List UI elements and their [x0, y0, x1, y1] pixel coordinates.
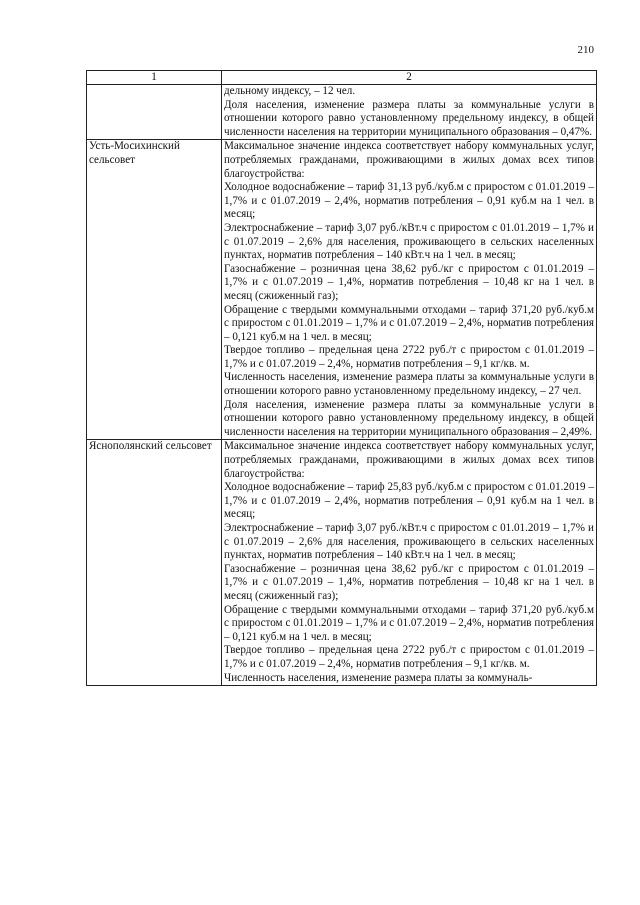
paragraph: Численность населения, изменение размера платы за коммуналь- — [224, 671, 533, 684]
paragraph: Газоснабжение – розничная цена 38,62 руб./кг с приростом с 01.01.2019 – 1,7% и с 01.07.2019 – 1,4%, норматив потребления – 10,48 кг на 1 чел. в месяц (сжиженный газ); — [224, 562, 594, 602]
municipality-name-cell: Яснополянский сельсовет — [87, 440, 222, 686]
paragraph: Обращение с твердыми коммунальными отходами – тариф 371,20 руб./куб.м с приростом с 01.01.2019 – 1,7% и с 01.07.2019 – 2,4%, норматив потребления – 0,121 куб.м на 1 чел. в месяц; — [224, 303, 594, 343]
paragraph: Доля населения, изменение размера платы за коммунальные услуги в отношении которого равно установленному предельному индексу, в общей численности населения на территории муниципального образования – 2,49%. — [224, 398, 594, 438]
paragraph: Холодное водоснабжение – тариф 25,83 руб./куб.м с приростом с 01.01.2019 – 1,7% и с 01.07.2019 – 2,4%, норматив потребления – 0,91 куб.м на 1 чел. в месяц; — [224, 481, 594, 521]
paragraph: Электроснабжение – тариф 3,07 руб./кВт.ч с приростом с 01.01.2019 – 1,7% и с 01.07.2019 – 2,6% для населения, проживающего в сельских населенных пунктах, норматив потребления – 140 кВт.ч на 1 чел. в месяц; — [224, 221, 594, 262]
description-cell — [222, 85, 597, 140]
page-number: 210 — [577, 44, 594, 56]
paragraph: Обращение с твердыми коммунальными отходами – тариф 371,20 руб./куб.м с приростом с 01.01.2019 – 1,7% и с 01.07.2019 – 2,4%, норматив потребления – 0,121 куб.м на 1 чел. в месяц; — [224, 603, 594, 643]
paragraph: Доля населения, изменение размера платы за коммунальные услуги в отношении которого равно установленному предельному индексу, в общей численности населения на территории муниципального образования – 0,47%. — [224, 98, 594, 138]
paragraph: Твердое топливо – предельная цена 2722 руб./т с приростом с 01.01.2019 – 1,7% и с 01.07.2019 – 2,4%, норматив потребления – 9,1 кг/кв. м. — [224, 344, 594, 370]
description-cell — [222, 440, 597, 686]
paragraph: Газоснабжение – розничная цена 38,62 руб./кг с приростом с 01.01.2019 – 1,7% и с 01.07.2019 – 1,4%, норматив потребления – 10,48 кг на 1 чел. в месяц (сжиженный газ); — [224, 262, 594, 302]
paragraph: Холодное водоснабжение – тариф 31,13 руб./куб.м с приростом с 01.01.2019 – 1,7% и с 01.07.2019 – 2,4%, норматив потребления – 0,91 куб.м на 1 чел. в месяц; — [224, 181, 594, 221]
paragraph: дельному индексу, – 12 чел. — [224, 85, 356, 97]
table-row — [87, 85, 597, 140]
column-header-2: 2 — [222, 71, 597, 85]
table-header-row — [87, 71, 597, 85]
municipality-tariff-table — [86, 70, 597, 686]
paragraph: Электроснабжение – тариф 3,07 руб./кВт.ч с приростом с 01.01.2019 – 1,7% и с 01.07.2019 – 2,6% для населения, проживающего в сельских населенных пунктах, норматив потребления – 140 кВт.ч на 1 чел. в месяц; — [224, 522, 594, 562]
paragraph: Максимальное значение индекса соответствует набору коммунальных услуг, потребляемых гражданами, проживающими в жилых домах всех типов благоустройства: — [224, 140, 594, 180]
paragraph: Максимальное значение индекса соответствует набору коммунальных услуг, потребляемых гражданами, проживающими в жилых домах всех типов благоустройства: — [224, 440, 594, 480]
paragraph: Твердое топливо – предельная цена 2722 руб./т с приростом с 01.01.2019 – 1,7% и с 01.07.2019 – 2,4%, норматив потребления – 9,1 кг/кв. м. — [224, 644, 594, 670]
column-header-1: 1 — [87, 71, 222, 85]
table-row — [87, 140, 597, 440]
municipality-name-cell: Усть-Мосихинский сельсовет — [87, 140, 222, 440]
description-cell — [222, 140, 597, 440]
municipality-name-cell — [87, 85, 222, 140]
table-row — [87, 440, 597, 686]
paragraph: Численность населения, изменение размера платы за коммунальные услуги в отношении которого равно установленному предельному индексу, – 27 чел. — [224, 371, 594, 398]
